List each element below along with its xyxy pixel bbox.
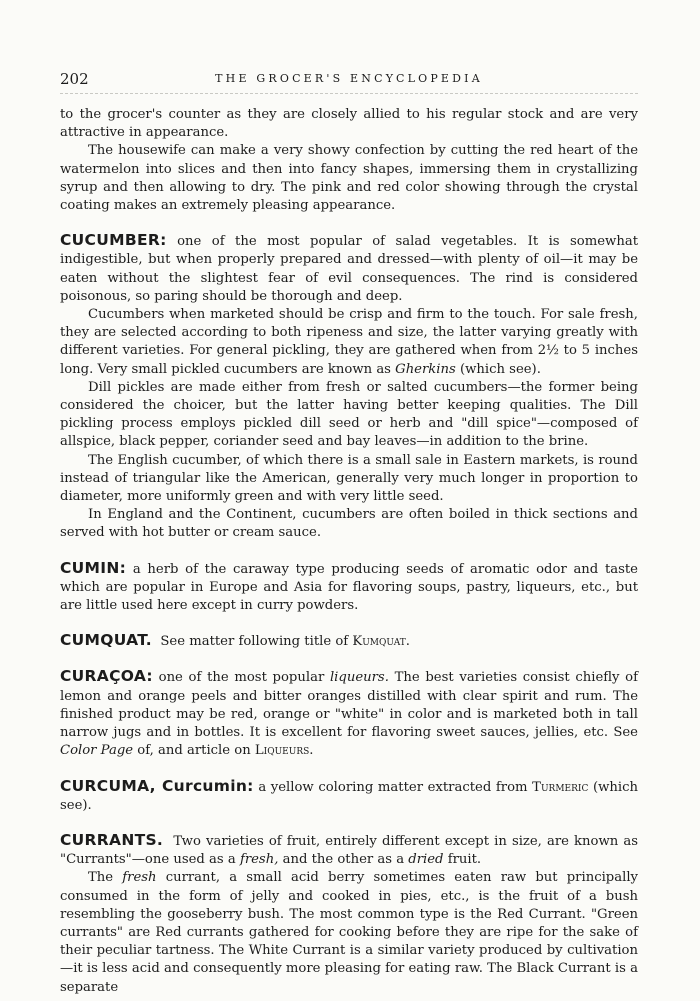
entry-text: of, and article on xyxy=(133,743,255,759)
headword: CUMIN: xyxy=(60,558,127,577)
page-header xyxy=(60,70,638,92)
cross-reference: Color Page xyxy=(60,743,134,759)
entry-text: currant, a small acid berry sometimes eaten raw but principally consumed in the form of jelly and cooked in pies, etc., is the fruit of a bush resembling the gooseberry bush. The most common type is the Red Currant. "Green currants" are Red currants gathered for cooking before they are ripe for the sake of their peculiar tartness. The White Currant is a similar variety produced by cultivation—it is less acid and consequently more pleasing for eating raw. The Black Currant is a separate xyxy=(60,870,638,995)
emphasis: dried xyxy=(408,852,444,868)
entry-text: The xyxy=(88,870,123,886)
entry-paragraph: The English cucumber, of which there is a small sale in Eastern markets, is round instead of triangular like the American, generally very much longer in proportion to diameter, more uniformly green and with very little seed. xyxy=(60,452,638,505)
header-rule xyxy=(60,93,638,94)
entry-cucumber xyxy=(60,231,638,542)
emphasis: liqueurs. xyxy=(329,670,389,686)
emphasis: fresh, xyxy=(239,852,279,868)
headword: CURCUMA, Curcumin: xyxy=(60,776,254,795)
entry-paragraph: In England and the Continent, cucumbers are often boiled in thick sections and served with hot butter or cream sauce. xyxy=(60,507,638,541)
entry-paragraph xyxy=(60,306,638,379)
cross-reference: Kumquat. xyxy=(352,634,410,650)
emphasis: fresh xyxy=(122,870,157,886)
cross-reference: Gherkins xyxy=(395,361,456,377)
running-title: THE GROCER'S ENCYCLOPEDIA xyxy=(215,72,483,85)
entry-paragraph: Dill pickles are made either from fresh or salted cucumbers—the former being considered the choicer, but the latter having better keeping qualities. The Dill pickling process employs pickled dill seed or herb and "dill spice"—composed of allspice, black pepper, coriander seed and bay leaves—in addition to the brine. xyxy=(60,379,638,450)
intro-paragraph: to the grocer's counter as they are closely allied to his regular stock and are very attractive in appearance. xyxy=(60,107,638,141)
cross-reference: Turmeric xyxy=(532,779,589,795)
headword: CURRANTS. xyxy=(60,830,164,849)
entry-text: one of the most popular of salad vegetables. It is somewhat indigestible, but when properly prepared and dressed—with plenty of oil—it may be eaten without the slightest fear of evil consequences. The rind is considered poisonous, so paring should be thorough and deep. xyxy=(60,234,638,304)
entry-paragraph xyxy=(60,869,638,996)
entry-text: Two varieties of fruit, entirely different except in size, are known as "Currants"—one used as a xyxy=(60,833,639,868)
entry-currants xyxy=(60,831,638,997)
entry-text: The best varieties consist chiefly of lemon and orange peels and bitter oranges distilled with clear spirit and rum. The finished product may be red, orange or "white" in color and is marketed both in tall narrow jugs and in bottles. It is excellent for flavoring sweet sauces, jellies, etc. See xyxy=(60,670,639,741)
headword: CUMQUAT. xyxy=(60,631,152,650)
entry-text: a yellow coloring matter extracted from xyxy=(258,779,533,795)
entry-text: a herb of the caraway type producing seeds of aromatic odor and taste which are popular in Europe and Asia for flavoring soups, pastry, liqueurs, etc., but are little used here except in curry powders. xyxy=(60,561,638,614)
entry-text: fruit. xyxy=(443,852,482,868)
intro-paragraph: The housewife can make a very showy confection by cutting the red heart of the watermelon into slices and then into fancy shapes, immersing them in crystallizing syrup and then allowing to dry. The pink and red color showing through the crystal coating makes an extremely pleasing appearance. xyxy=(60,143,638,214)
body-text xyxy=(60,106,638,997)
headword: CURAÇOA: xyxy=(60,667,153,686)
page-number: 202 xyxy=(60,70,89,88)
entry-cumin xyxy=(60,559,638,616)
entry-text: Cucumbers when marketed should be crisp and firm to the touch. For sale fresh, they are selected according to both ripeness and size, the latter varying greatly with different varieties. For general pickling, they are gathered when from 2½ to 5 inches long. Very small pickled cucumbers are known as xyxy=(60,307,638,377)
entry-text: (which see). xyxy=(60,779,638,813)
entry-curcuma xyxy=(60,777,638,815)
headword: CUCUMBER: xyxy=(60,231,167,250)
cross-reference: Liqueurs. xyxy=(254,743,314,759)
entry-text: and the other as a xyxy=(278,852,409,868)
entry-text: one of the most popular xyxy=(158,670,330,686)
entry-text: (which see). xyxy=(455,361,541,377)
entry-cumquat xyxy=(60,631,638,651)
entry-text: See matter following title of xyxy=(160,634,353,650)
entry-curacoa xyxy=(60,667,638,760)
